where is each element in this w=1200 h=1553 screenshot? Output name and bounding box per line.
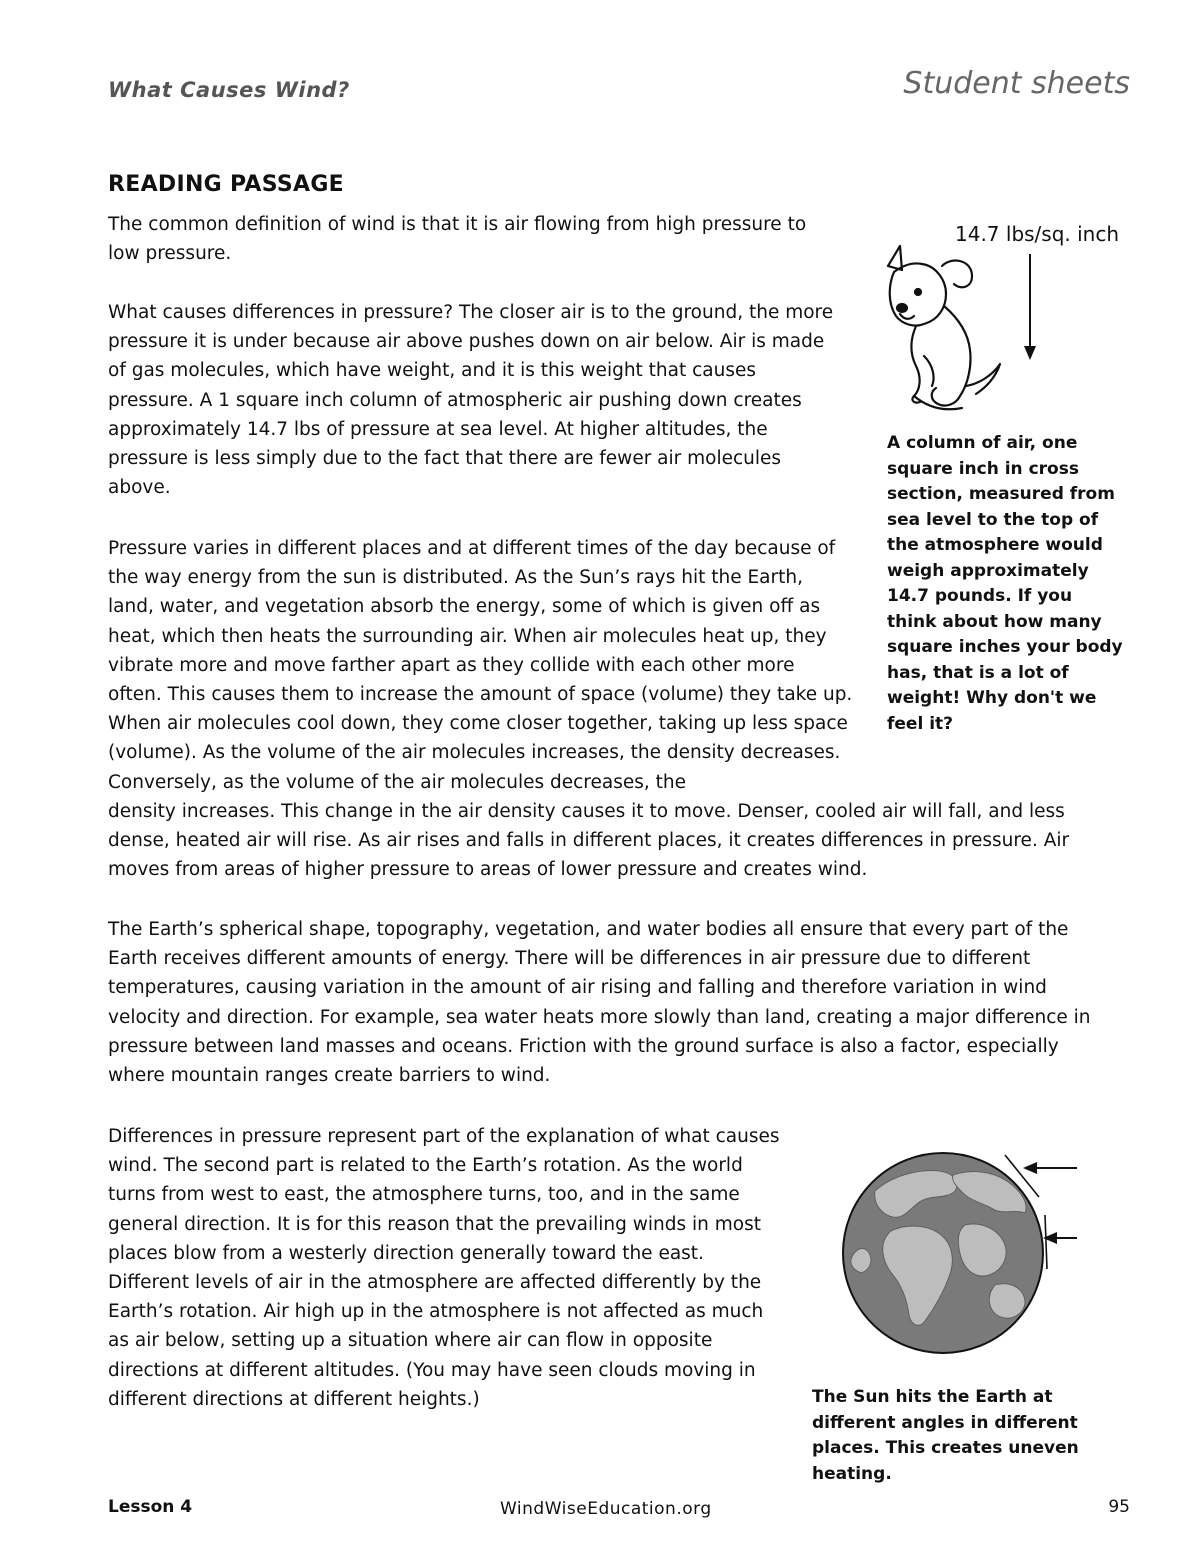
header-section: Student sheets: [903, 66, 1130, 101]
figure-dog-caption: A column of air, one square inch in cross section, measured from sea level to the top of the atmosphere would weigh approximately 14.7 pounds. If you think about how many square inches your body has, that is a lot of weight! Why don't we feel it?: [887, 433, 1123, 734]
earth-illustration: [835, 1135, 1085, 1375]
paragraph-rotation: Differences in pressure represent part of the explanation of what causes wind. The second part is related to the Earth’s rotation. As the world turns from west to east, the atmosphere turns, too, and in the same general direction. It is for this reason that the prevailing winds in most places blow from a westerly direction generally toward the east. Different levels of air in the atmosphere are affected differently by the Earth’s rotation. Air high up in the atmosphere is not affected as much as air below, setting up a situation where air can flow in opposite directions at different altitudes. (You may have seen clouds moving in different directions at different heights.): [108, 1126, 780, 1410]
section-title: READING PASSAGE: [108, 172, 345, 197]
figure-pressure-label: 14.7 lbs/sq. inch: [955, 222, 1120, 246]
dog-ear-left: [888, 246, 902, 270]
paragraph-earth-shape: The Earth’s spherical shape, topography, vegetation, and water bodies all ensure that every part of the Earth receives different amounts of energy. There will be differences in air pressure due to different temperatures, causing variation in the amount of air rising and falling and therefore variation in wind velocity and direction. For example, sea water heats more slowly than land, creating a major difference in pressure between land masses and oceans. Friction with the ground surface is also a factor, especially where mountain ranges create barriers to wind.: [108, 919, 1091, 1087]
dog-body: [912, 326, 921, 403]
dog-eye: [915, 289, 921, 295]
footer-site: WindWiseEducation.org: [500, 1499, 712, 1519]
header-title: What Causes Wind?: [108, 78, 350, 102]
dog-illustration: [880, 236, 1060, 421]
footer-lesson: Lesson 4: [108, 1497, 193, 1517]
pressure-arrow-head: [1024, 346, 1036, 360]
dog-nose: [897, 304, 907, 312]
dog-ear-right: [942, 261, 972, 288]
paragraph-pressure: What causes differences in pressure? The closer air is to the ground, the more pressure it is under because air above pushes down on air below. Air is made of gas molecules, which have weight, and it is this weight that causes pressure. A 1 square inch column of atmospheric air pushing down creates approximately 14.7 lbs of pressure at sea level. At higher altitudes, the pressure is less simply due to the fact that there are fewer air molecules above.: [108, 302, 834, 499]
dog-tail: [966, 364, 1000, 394]
footer-page-number: 95: [1108, 1497, 1130, 1517]
paragraph-definition: The common definition of wind is that it is air flowing from high pressure to low pressure.: [108, 214, 807, 265]
paragraph-sun-heating: Pressure varies in different places and at different times of the day because of the way energy from the sun is distributed. As the Sun’s rays hit the Earth, land, water, and vegetation absorb the energy, some of which is given off as heat, which then heats the surrounding air. When air molecules heat up, they vibrate more and move farther apart as they collide with each other more often. This causes them to increase the amount of space (volume) they take up. When air molecules cool down, they come closer together, taking up less space (volume). As the volume of the air molecules increases, the density decreases. Conversely, as the volume of the air molecules decreases, the: [108, 538, 853, 793]
paragraph-density: density increases. This change in the air density causes it to move. Denser, cooled air will fall, and less dense, heated air will rise. As air rises and falls in different places, it creates differences in pressure. Air moves from areas of higher pressure to areas of lower pressure and creates wind.: [108, 801, 1070, 881]
figure-earth-caption: The Sun hits the Earth at different angles in different places. This creates uneven heating.: [812, 1387, 1079, 1484]
